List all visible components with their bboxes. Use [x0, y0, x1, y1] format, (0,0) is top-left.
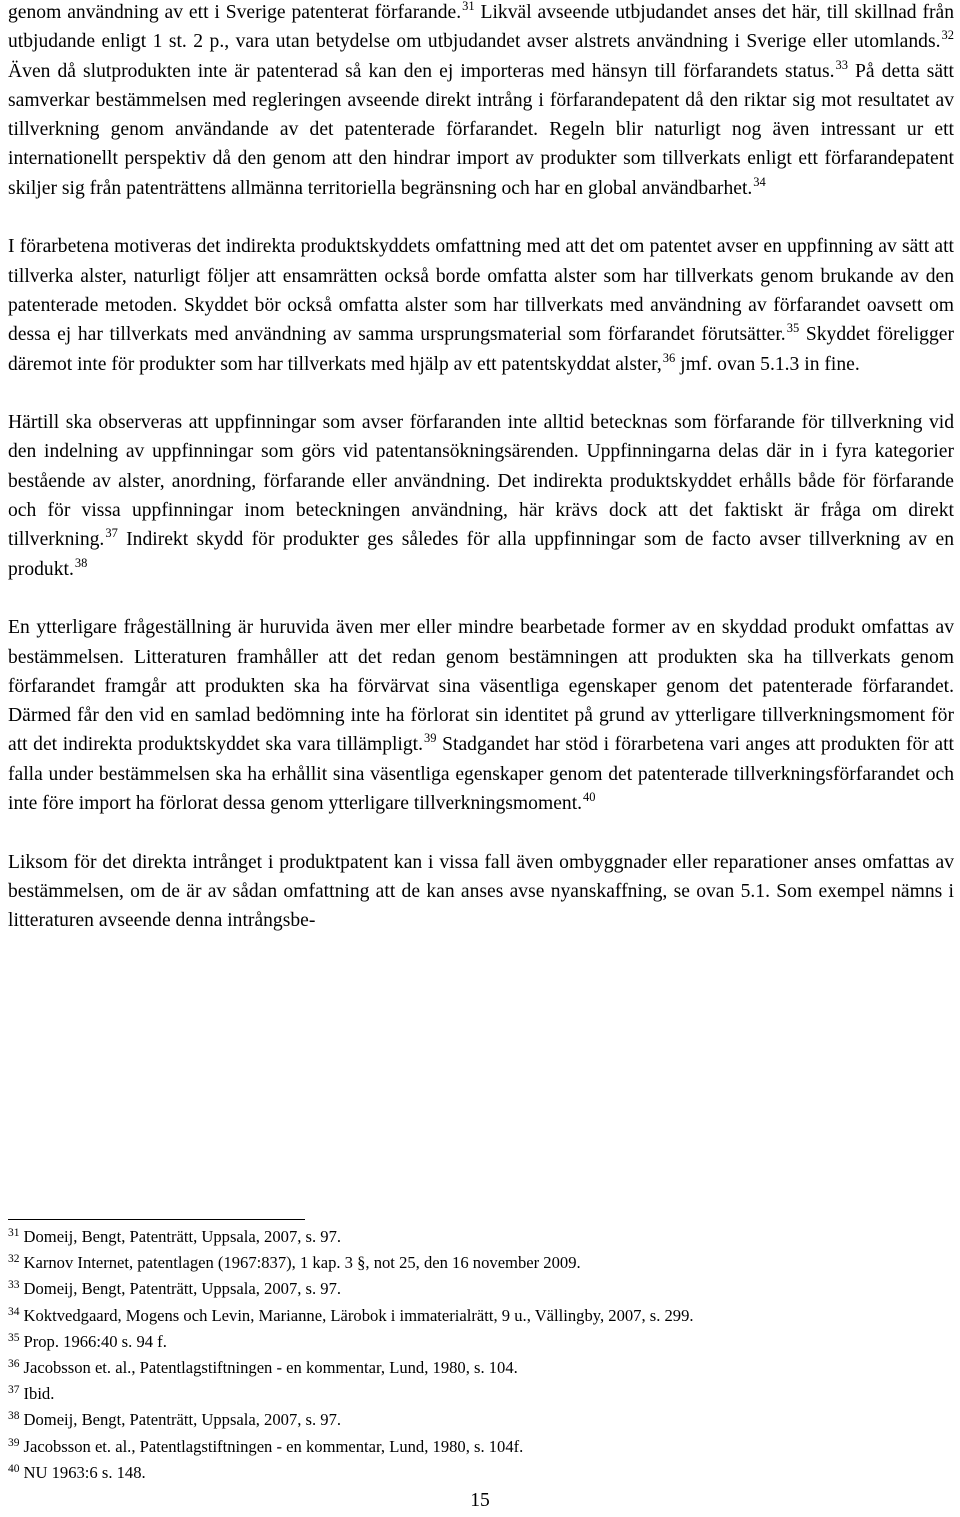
footnote-ref: 36	[662, 350, 676, 365]
footnote-number: 38	[8, 1410, 20, 1423]
footnote-ref: 33	[835, 57, 848, 72]
paragraph-text: I förarbetena motiveras det indirekta produktskyddets omfattning med att det om patentet avser en uppfinning av sätt att tillverka alster, naturligt följer att ensamrätten också borde omfatta alster som har tillverkats genom brukande av den patenterade metoden. Skyddet bör också omfatta alster som har tillverkats med användning av förfarandet oavsett om dessa ej har tillverkats med användning av samma ursprungsmaterial som förfarandet förutsätter.	[8, 236, 954, 346]
footnote-number: 36	[8, 1358, 20, 1371]
footnote-list	[8, 1225, 954, 1487]
footnote-ref: 40	[583, 790, 596, 805]
footnote-text: Domeij, Bengt, Patenträtt, Uppsala, 2007, s. 97.	[23, 1279, 342, 1299]
footnote-ref: 37	[105, 526, 118, 541]
footnote-item	[8, 1304, 954, 1330]
footnote-number: 33	[8, 1279, 20, 1292]
footnote-separator	[8, 1219, 305, 1220]
footnote-ref: 32	[941, 28, 954, 43]
footnote-ref: 39	[424, 731, 437, 746]
paragraph-text: genom användning av ett i Sverige patenterat förfarande.	[8, 2, 462, 23]
footnote-text: Jacobsson et. al., Patentlagstiftningen - en kommentar, Lund, 1980, s. 104f.	[23, 1436, 524, 1456]
footnote-number: 31	[8, 1227, 20, 1239]
footnote-number: 32	[8, 1253, 20, 1266]
footnote-item	[8, 1277, 954, 1303]
footnote-text: Domeij, Bengt, Patenträtt, Uppsala, 2007, s. 97.	[23, 1227, 342, 1246]
footnote-number: 37	[8, 1384, 20, 1397]
footnote-text: Ibid.	[23, 1384, 55, 1404]
footnote-ref: 38	[74, 555, 88, 570]
body-paragraph-4	[8, 613, 954, 818]
paragraph-text: Härtill ska observeras att uppfinningar som avser förfaranden inte alltid betecknas som förfarande för tillverkning vid den indelning av uppfinningar som görs vid patentansökningsärenden. Uppfinningarna delas där in i fyra kategorier bestående av alster, anordning, förfarande eller användning. Det indirekta produktskyddet erhålls både för förfarande och för vissa uppfinningar inom beteckningen användning, här krävs dock att det faktiskt är fråga om direkt tillverkning.	[8, 412, 954, 551]
footnote-item	[8, 1225, 954, 1251]
footnote-item	[8, 1382, 954, 1408]
paragraph-text: Indirekt skydd för produkter ges således för alla uppfinningar som de facto avser tillverkning av en produkt.	[8, 529, 954, 580]
footnote-ref: 34	[753, 174, 766, 189]
footnote-ref: 31	[462, 0, 475, 13]
footnote-item	[8, 1330, 954, 1356]
page-number: 15	[470, 1490, 490, 1511]
footnote-number: 34	[8, 1305, 20, 1318]
footnote-text: NU 1963:6 s. 148.	[23, 1462, 146, 1482]
footnote-item	[8, 1435, 954, 1461]
footnote-text: Karnov Internet, patentlagen (1967:837), 1 kap. 3 §, not 25, den 16 november 2009.	[23, 1253, 581, 1273]
paragraph-text: Även då slutprodukten inte är patenterad så kan den ej importeras med hänsyn till förfarandets status.	[8, 60, 835, 82]
body-paragraph-1	[8, 0, 954, 203]
footnote-text: Koktvedgaard, Mogens och Levin, Marianne, Lärobok i immaterialrätt, 9 u., Vällingby, 2007, s. 299.	[23, 1305, 694, 1325]
footnote-text: Domeij, Bengt, Patenträtt, Uppsala, 2007, s. 97.	[23, 1410, 342, 1430]
paragraph-text: jmf. ovan 5.1.3 in fine.	[675, 353, 860, 375]
footnote-item	[8, 1461, 954, 1487]
paragraph-text: Likväl avseende utbjudandet anses det här, till skillnad från utbjudande enligt 1 st. 2 p., vara utan betydelse om utbjudandet avser alstrets användning i Sverige eller utomlands.	[8, 2, 954, 53]
body-paragraph-5	[8, 848, 954, 936]
footnote-text: Jacobsson et. al., Patentlagstiftningen - en kommentar, Lund, 1980, s. 104.	[23, 1358, 518, 1378]
document-page	[8, 0, 954, 936]
paragraph-text: Liksom för det direkta intrånget i produktpatent kan i vissa fall även ombyggnader eller reparationer anses omfattas av bestämmelsen, om de är av sådan omfattning att de kan anses avse nyanskaffning, se ovan 5.1. Som exempel nämns i litteraturen avseende denna intrångsbe-	[8, 851, 954, 932]
footnote-item	[8, 1356, 954, 1382]
paragraph-text: En ytterligare frågeställning är huruvida även mer eller mindre bearbetade former av en skyddad produkt omfattas av bestämmelsen. Litteraturen framhåller att det redan genom bestämningen att produkten ska ha tillverkats genom förfarandet framgår att produkten ska ha förvärvat sina väsentliga egenskaper genom det patenterade förfarandet. Därmed får den vid en samlad bedömning inte ha förlorat sin identitet på grund av ytterligare tillverkningsmoment för att det indirekta produktskyddet ska vara tillämpligt.	[8, 617, 954, 756]
body-paragraph-2	[8, 232, 954, 378]
footnote-number: 40	[8, 1462, 20, 1475]
paragraph-text: På detta sätt samverkar bestämmelsen med regleringen avseende direkt intrång i förfarandepatent då den riktar sig mot resultatet av tillverkning genom användande av det patenterade förfarandet. Regeln blir naturligt nog även intressant ur ett internationellt perspektiv då den genom att den hindrar import av produkter som tillverkats enligt ett förfarandepatent skiljer sig från patenträttens allmänna territoriella begränsning och har en global användbarhet.	[8, 60, 954, 199]
footnote-number: 39	[8, 1436, 20, 1449]
footnote-item	[8, 1251, 954, 1277]
paragraph-text: Skyddet föreligger däremot inte för produkter som har tillverkats med hjälp av ett patentskyddat alster,	[8, 324, 954, 375]
body-paragraph-3	[8, 408, 954, 584]
footnote-ref: 35	[786, 321, 800, 336]
footnote-number: 35	[8, 1331, 20, 1344]
paragraph-text: Stadgandet har stöd i förarbetena vari anges att produkten för att falla under bestämmelsen ska ha erhållit sina väsentliga egenskaper genom det patenterade tillverkningsförfarandet och inte före import ha förlorat dessa genom ytterligare tillverkningsmoment.	[8, 734, 954, 815]
footnote-text: Prop. 1966:40 s. 94 f.	[23, 1331, 167, 1351]
footnote-item	[8, 1408, 954, 1434]
